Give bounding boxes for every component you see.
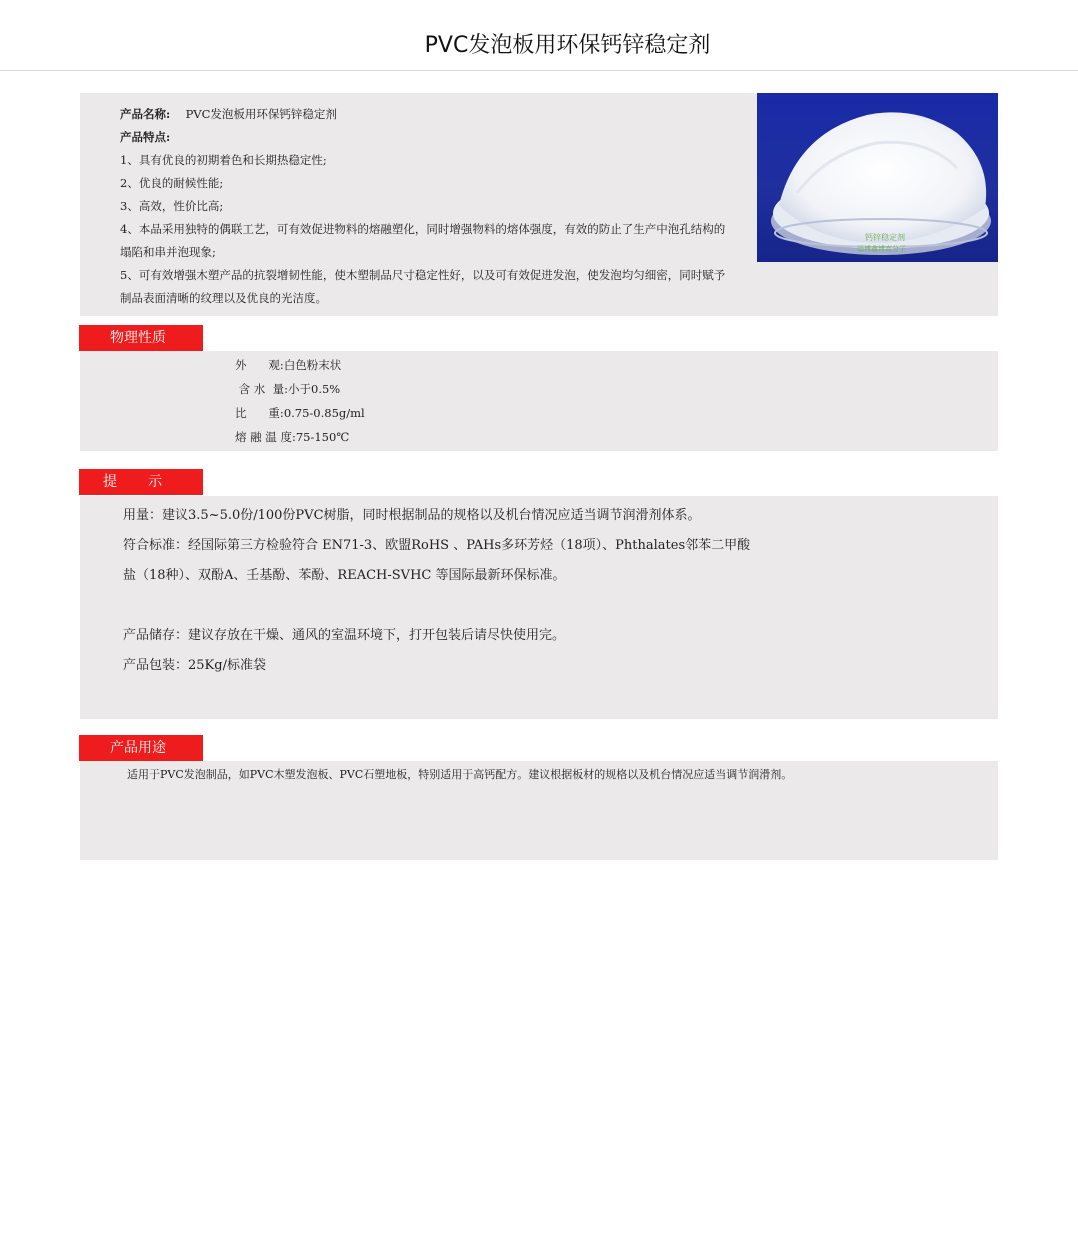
tab-product-uses: 产品用途: [79, 735, 203, 761]
uses-text: 适用于PVC发泡制品，如PVC木塑发泡板、PVC石塑地板，特别适用于高钙配方。建议根据板材的规格以及机台情况应适当调节润滑剂。: [127, 768, 793, 781]
property-label: 比 重:: [235, 406, 284, 420]
feature-item: 1、具有优良的初期着色和长期热稳定性;: [120, 153, 327, 167]
tip-packaging: 产品包装：25Kg/标准袋: [123, 658, 266, 673]
page-title: PVC发泡板用环保钙锌稳定剂: [424, 33, 711, 58]
tip-storage: 产品储存：建议存放在干燥、通风的室温环境下，打开包装后请尽快使用完。: [123, 628, 566, 643]
feature-item: 2、优良的耐候性能;: [120, 176, 224, 190]
property-value: 75-150℃: [295, 430, 350, 444]
uses-panel: [80, 761, 998, 860]
property-label: 含 水 量:: [235, 382, 288, 396]
product-name-value: PVC发泡板用环保钙锌稳定剂: [185, 107, 337, 121]
tip-standard-cont: 盐（18种）、双酚A、壬基酚、苯酚、REACH-SVHC 等国际最新环保标准。: [123, 568, 566, 583]
features-label: 产品特点:: [120, 130, 171, 144]
product-photo: [757, 93, 998, 262]
property-row: [235, 425, 349, 449]
tip-usage: 用量：建议3.5~5.0份/100份PVC树脂，同时根据制品的规格以及机台情况应适当调节润滑剂体系。: [123, 508, 701, 523]
property-row: [235, 401, 365, 425]
property-value: 0.75-0.85g/ml: [283, 406, 365, 420]
intro-text: [120, 103, 732, 310]
property-label: 外 观:: [235, 358, 284, 372]
property-label: 熔 融 温 度:: [235, 430, 296, 444]
tip-standard: 符合标准：经国际第三方检验符合 EN71-3、欧盟RoHS 、PAHs多环芳烃（18项）、Phthalates邻苯二甲酸: [123, 538, 751, 553]
title-divider: [0, 70, 1078, 71]
feature-item: 3、高效，性价比高;: [120, 199, 224, 213]
tab-tips: 提 示: [79, 469, 203, 495]
image-caption-line2: 淄博鑫博高分子: [857, 245, 906, 253]
feature-item: 5、可有效增强木塑产品的抗裂增韧性能，使木塑制品尺寸稳定性好，以及可有效促进发泡，使发泡均匀细密，同时赋予制品表面清晰的纹理以及优良的光洁度。: [120, 268, 726, 305]
powder-dish-image: [757, 93, 998, 262]
property-row: [235, 353, 341, 377]
image-caption-line1: 钙锌稳定剂: [865, 233, 905, 242]
feature-item: 4、本品采用独特的偶联工艺，可有效促进物料的熔融塑化，同时增强物料的熔体强度，有效的防止了生产中泡孔结构的塌陷和串并泡现象;: [120, 222, 726, 259]
property-value: 小于0.5%: [288, 382, 341, 396]
physical-properties-panel: [80, 351, 998, 451]
tips-panel: [80, 496, 998, 719]
property-row: [235, 377, 340, 401]
tab-physical-properties: 物理性质: [79, 325, 203, 351]
property-value: 白色粉末状: [283, 358, 342, 372]
product-name-label: 产品名称:: [120, 107, 171, 121]
